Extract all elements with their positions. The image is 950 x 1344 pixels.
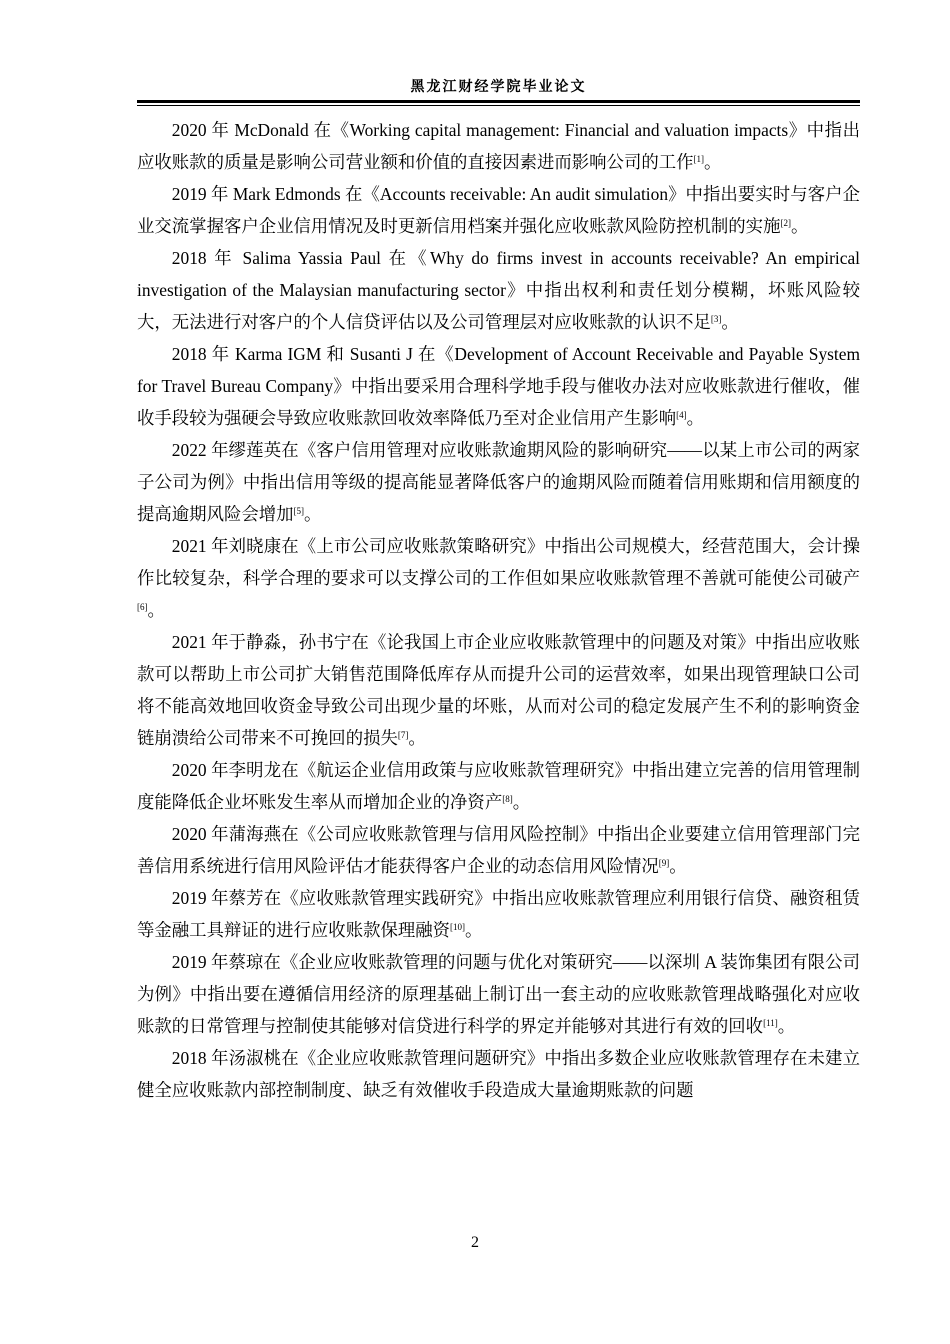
paragraph-11 bbox=[137, 946, 860, 1042]
paragraph-tail: 。 bbox=[408, 728, 426, 748]
paragraph-text: 2022 年缪莲英在《客户信用管理对应收账款逾期风险的影响研究——以某上市公司的两家子公司为例》中指出信用等级的提高能显著降低客户的逾期风险而随着信用账期和信用额度的提高逾期风险会增加 bbox=[137, 440, 860, 524]
header-rule-thick bbox=[137, 100, 860, 103]
paragraph-text: 2018 年汤淑桃在《企业应收账款管理问题研究》中指出多数企业应收账款管理存在未建立健全应收账款内部控制制度、缺乏有效催收手段造成大量逾期账款的问题 bbox=[137, 1048, 860, 1100]
paragraph-12 bbox=[137, 1042, 860, 1106]
paragraph-text: 2021 年于静淼，孙书宁在《论我国上市企业应收账款管理中的问题及对策》中指出应收账款可以帮助上市公司扩大销售范围降低库存从而提升公司的运营效率，如果出现管理缺口公司将不能高效地回收资金导致公司出现少量的坏账，从而对公司的稳定发展产生不利的影响资金链崩溃给公司带来不可挽回的损失 bbox=[137, 632, 860, 748]
citation-ref: [9] bbox=[658, 858, 670, 868]
paragraph-text: 2020 年 McDonald 在《Working capital management: Financial and valuation impacts》中指出应收账款的质量是影响公司营业额和价值的直接因素进而影响公司的工作 bbox=[137, 120, 860, 172]
paragraph-5 bbox=[137, 434, 860, 530]
paragraph-tail: 。 bbox=[704, 152, 722, 172]
citation-ref: [3] bbox=[710, 314, 722, 324]
paragraph-tail: 。 bbox=[721, 312, 739, 332]
citation-ref: [1] bbox=[693, 154, 705, 164]
citation-ref: [8] bbox=[502, 794, 513, 804]
paragraph-8 bbox=[137, 754, 860, 818]
paragraph-4 bbox=[137, 338, 860, 434]
paragraph-7 bbox=[137, 626, 860, 754]
paragraph-text: 2020 年蒲海燕在《公司应收账款管理与信用风险控制》中指出企业要建立信用管理部门完善信用系统进行信用风险评估才能获得客户企业的动态信用风险情况 bbox=[137, 824, 860, 876]
body-text bbox=[137, 114, 860, 1106]
paragraph-tail: 。 bbox=[147, 600, 165, 620]
paragraph-9 bbox=[137, 818, 860, 882]
paragraph-3 bbox=[137, 242, 860, 338]
paragraph-6 bbox=[137, 530, 860, 626]
paragraph-text: 2019 年蔡琼在《企业应收账款管理的问题与优化对策研究——以深圳 A 装饰集团有限公司为例》中指出要在遵循信用经济的原理基础上制订出一套主动的应收账款管理战略强化对应收账款的日常管理与控制使其能够对信贷进行科学的界定并能够对其进行有效的回收 bbox=[137, 952, 860, 1036]
paragraph-10 bbox=[137, 882, 860, 946]
paragraph-text: 2019 年蔡芳在《应收账款管理实践研究》中指出应收账款管理应利用银行信贷、融资租赁等金融工具辩证的进行应收账款保理融资 bbox=[137, 888, 860, 940]
paragraph-tail: 。 bbox=[304, 504, 322, 524]
header-rule-thin bbox=[137, 105, 860, 106]
paragraph-tail: 。 bbox=[512, 792, 531, 812]
paragraph-text: 2018 年 Salima Yassia Paul 在《Why do firms invest in accounts receivable? An empirical investigation of the Malaysian manufacturing sector》中指出权利和责任划分模糊，坏账风险较大，无法进行对客户的个人信贷评估以及公司管理层对应收账款的认识不足 bbox=[137, 248, 860, 332]
citation-ref: [5] bbox=[293, 506, 305, 516]
paragraph-2 bbox=[137, 178, 860, 242]
paragraph-tail: 。 bbox=[790, 216, 809, 236]
paragraph-text: 2021 年刘晓康在《上市公司应收账款策略研究》中指出公司规模大，经营范围大，会计操作比较复杂，科学合理的要求可以支撑公司的工作但如果应收账款管理不善就可能使公司破产 bbox=[137, 536, 860, 588]
paragraph-tail: 。 bbox=[777, 1016, 796, 1036]
paragraph-text: 2018 年 Karma IGM 和 Susanti J 在《Development of Account Receivable and Payable System for Travel Bureau Company》中指出要采用合理科学地手段与催收办法对应收账款进行催收，催收手段较为强硬会导致应收账款回收效率降低乃至对企业信用产生影响 bbox=[137, 344, 860, 428]
paragraph-1 bbox=[137, 114, 860, 178]
paragraph-text: 2019 年 Mark Edmonds 在《Accounts receivable: An audit simulation》中指出要实时与客户企业交流掌握客户企业信用情况及时更新信用档案并强化应收账款风险防控机制的实施 bbox=[137, 184, 860, 236]
paragraph-tail: 。 bbox=[669, 856, 687, 876]
page-header-title: 黑龙江财经学院毕业论文 bbox=[410, 79, 587, 95]
citation-ref: [7] bbox=[397, 730, 409, 740]
paragraph-text: 2020 年李明龙在《航运企业信用政策与应收账款管理研究》中指出建立完善的信用管理制度能降低企业坏账发生率从而增加企业的净资产 bbox=[137, 760, 860, 812]
paragraph-tail: 。 bbox=[686, 408, 705, 428]
citation-ref: [6] bbox=[137, 602, 148, 612]
citation-ref: [4] bbox=[676, 410, 687, 420]
paragraph-tail: 。 bbox=[465, 920, 483, 940]
citation-ref: [11] bbox=[763, 1018, 778, 1028]
page-number: 2 bbox=[471, 1234, 479, 1251]
citation-ref: [10] bbox=[450, 922, 466, 932]
citation-ref: [2] bbox=[780, 218, 791, 228]
